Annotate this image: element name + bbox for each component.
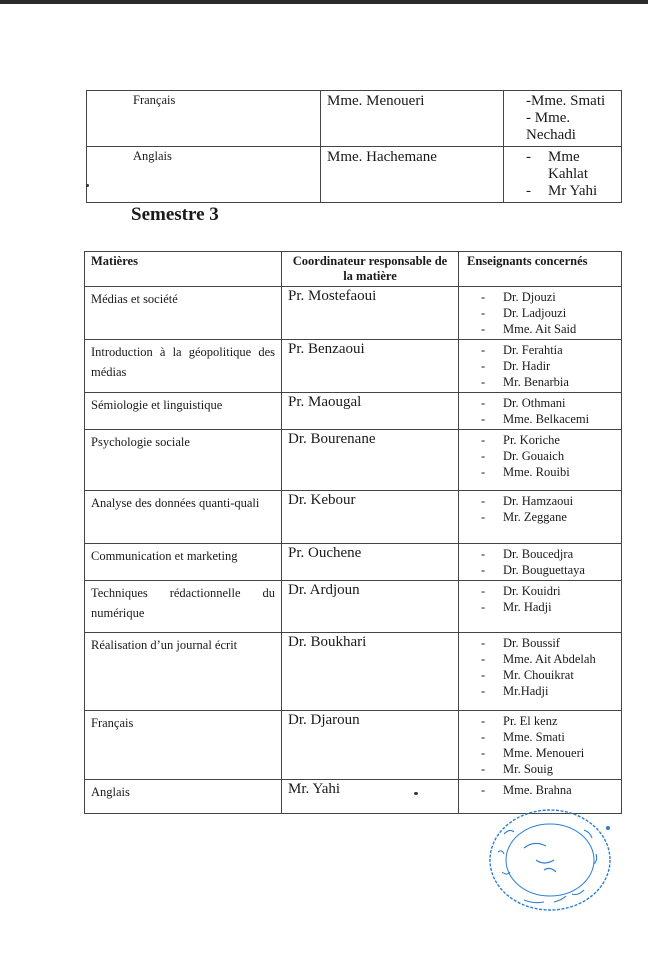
header-enseignants: Enseignants concernés (459, 252, 622, 287)
teacher-item: - Dr. Hamzaoui (481, 493, 615, 509)
matiere-cell: Communication et marketing (85, 544, 282, 581)
table-row (85, 711, 622, 780)
coordinateur-cell: Dr. Ardjoun (282, 581, 459, 633)
document-page (0, 4, 648, 968)
teacher-item: - Dr. Gouaich (481, 448, 615, 464)
enseignants-cell (459, 711, 622, 780)
teacher-line: -Mme. Smati (526, 93, 606, 109)
enseignants-cell (459, 287, 622, 340)
matiere-cell: Analyse des données quanti-quali (85, 491, 282, 544)
teacher-item: - Mme. Belkacemi (481, 411, 615, 427)
teacher-list (481, 546, 615, 578)
teacher-list (526, 149, 615, 200)
coordinateur-cell: Pr. Mostefaoui (282, 287, 459, 340)
teacher-item: - Mr. Hadji (481, 599, 615, 615)
teacher-item: - Dr. Ferahtia (481, 342, 615, 358)
table-row (85, 430, 622, 491)
table-header-row (85, 252, 622, 287)
teacher-item: - Mr. Zeggane (481, 509, 615, 525)
table-row (85, 544, 622, 581)
scan-speck (414, 792, 418, 795)
semester-3-table (84, 251, 622, 814)
teacher-item: - Dr. Kouidri (481, 583, 615, 599)
matiere-cell: Psychologie sociale (85, 430, 282, 491)
table-row (85, 491, 622, 544)
enseignants-cell (504, 147, 622, 203)
coordinateur-cell: Dr. Bourenane (282, 430, 459, 491)
enseignants-cell (459, 544, 622, 581)
teacher-item: - Dr. Boucedjra (481, 546, 615, 562)
official-seal-stamp-icon (484, 804, 616, 916)
teacher-list (481, 289, 615, 337)
table-row (87, 147, 622, 203)
teacher-item: - Dr. Hadir (481, 358, 615, 374)
enseignants-cell (459, 340, 622, 393)
teacher-item: - Dr. Djouzi (481, 289, 615, 305)
teacher-list (481, 713, 615, 777)
matiere-cell: Introduction à la géopolitique des médias (85, 340, 282, 393)
teacher-item: - Mr.Hadji (481, 683, 615, 699)
coordinateur-cell: Dr. Kebour (282, 491, 459, 544)
coordinateur-cell: Mr. Yahi (282, 780, 459, 814)
enseignants-cell (459, 491, 622, 544)
matiere-cell: Français (87, 91, 321, 147)
teacher-item: - Dr. Boussif (481, 635, 615, 651)
enseignants-cell (459, 393, 622, 430)
enseignants-cell (459, 633, 622, 711)
teacher-list (481, 493, 615, 525)
matiere-cell: Médias et société (85, 287, 282, 340)
teacher-item: - Mme. Brahna (481, 782, 615, 798)
matiere-cell: Réalisation d’un journal écrit (85, 633, 282, 711)
table-row (85, 393, 622, 430)
enseignants-cell (459, 581, 622, 633)
teacher-item: - Pr. Koriche (481, 432, 615, 448)
table-row (85, 287, 622, 340)
matiere-cell: Français (85, 711, 282, 780)
coordinateur-cell: Mme. Hachemane (321, 147, 504, 203)
table-row (85, 340, 622, 393)
semester-3-body (85, 287, 622, 814)
table-row (85, 581, 622, 633)
table-row (87, 91, 622, 147)
scan-speck (86, 184, 89, 187)
header-matieres: Matières (85, 252, 282, 287)
teacher-item: - Dr. Ladjouzi (481, 305, 615, 321)
teacher-item: - Pr. El kenz (481, 713, 615, 729)
teacher-item: - Mr. Benarbia (481, 374, 615, 390)
teacher-list (481, 583, 615, 615)
section-title: Semestre 3 (131, 204, 219, 225)
coordinateur-cell: Dr. Djaroun (282, 711, 459, 780)
teacher-item: - Mme. Ait Said (481, 321, 615, 337)
teacher-line: - Mme. Nechadi (526, 110, 576, 143)
header-coordinateur: Coordinateur responsable de la matière (282, 252, 459, 287)
teacher-list (481, 342, 615, 390)
teacher-item: - Mr. Chouikrat (481, 667, 615, 683)
enseignants-cell (459, 430, 622, 491)
coordinateur-cell: Pr. Ouchene (282, 544, 459, 581)
teacher-list (481, 395, 615, 427)
coordinateur-cell: Dr. Boukhari (282, 633, 459, 711)
teacher-item: - Mme Kahlat (526, 149, 615, 183)
matiere-cell: Anglais (87, 147, 321, 203)
table-row (85, 633, 622, 711)
teacher-item: - Mme. Rouibi (481, 464, 615, 480)
matiere-cell: Techniques rédactionnelle du numérique (85, 581, 282, 633)
matiere-cell: Sémiologie et linguistique (85, 393, 282, 430)
coordinateur-cell: Pr. Benzaoui (282, 340, 459, 393)
teacher-list (481, 432, 615, 480)
teacher-item: - Dr. Othmani (481, 395, 615, 411)
teacher-item: - Mme. Smati (481, 729, 615, 745)
teacher-item: - Mr Yahi (526, 183, 615, 200)
teacher-item: - Mr. Souig (481, 761, 615, 777)
top-continuation-table (86, 90, 622, 203)
matiere-cell: Anglais (85, 780, 282, 814)
teacher-item: - Mme. Ait Abdelah (481, 651, 615, 667)
teacher-list (481, 782, 615, 798)
enseignants-cell (504, 91, 622, 147)
teacher-list (481, 635, 615, 699)
coordinateur-cell: Pr. Maougal (282, 393, 459, 430)
teacher-item: - Mme. Menoueri (481, 745, 615, 761)
coordinateur-cell: Mme. Menoueri (321, 91, 504, 147)
teacher-item: - Dr. Bouguettaya (481, 562, 615, 578)
